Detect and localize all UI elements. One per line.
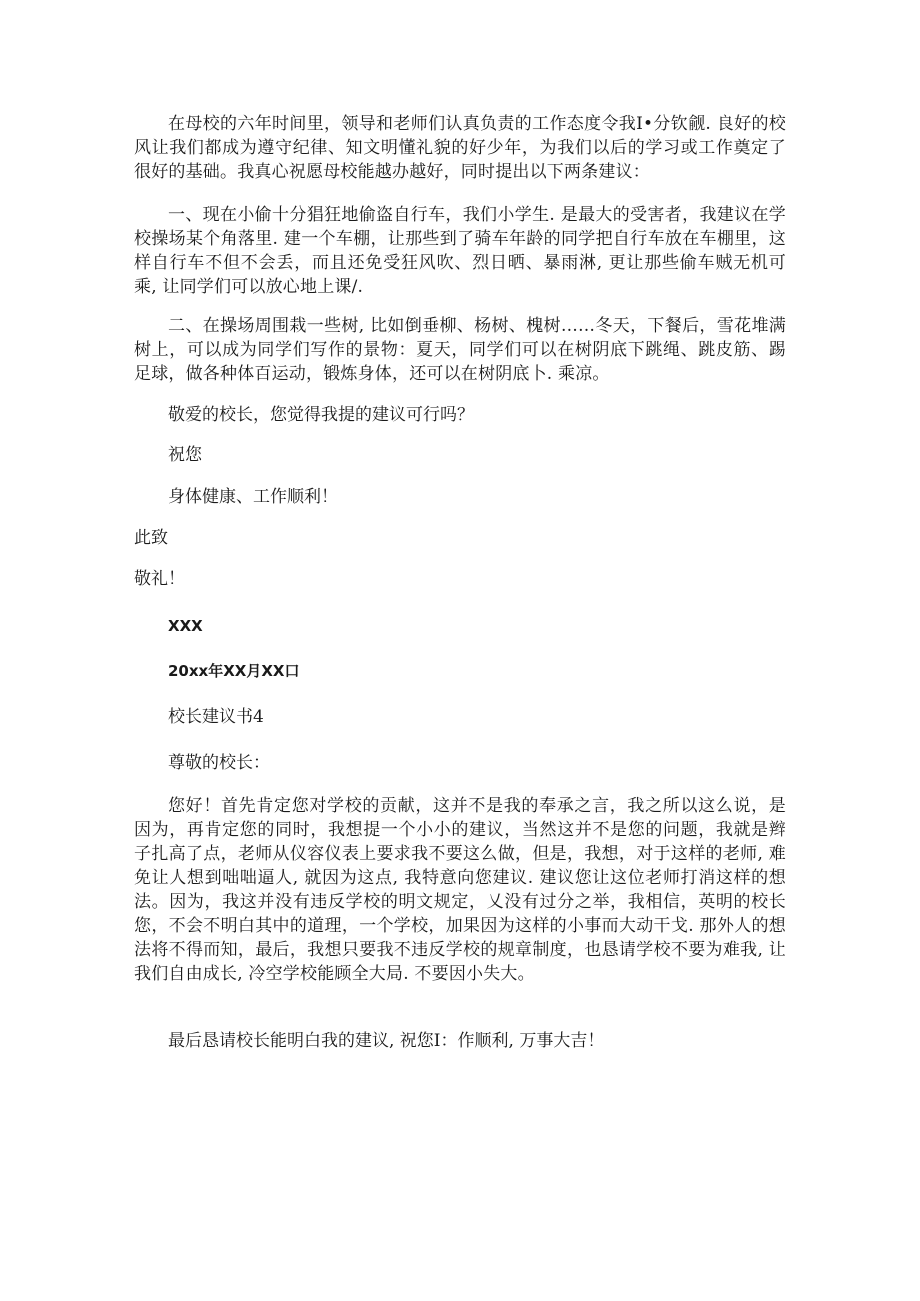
intro-paragraph: 在母校的六年时间里，领导和老师们认真负责的工作态度令我I•分钦觎. 良好的校风让我们都成为遵守纪律、知文明懂礼貌的好少年，为我们以后的学习或工作奠定了很好的基础。我真心祝愿母校能越办越好，同时提出以下两条建议： <box>134 114 786 182</box>
body-paragraph: 您好！首先肯定您对学校的贡献，这并不是我的奉承之言，我之所以这么说，是因为，再肯定您的同时，我想提一个小小的建议，当然这并不是您的问题，我就是辫子扎高了点，老师从仪容仪表上要求我不要这么做，但是，我想，对于这样的老师, 难免让人想到咄咄逼人, 就因为这点, 我特意向您建议. 建议您让这位老师打消这样的想法。因为，我这并没有违反学校的明文规定，乂没有过分之举，我相信，英明的校长您，不会不明白其中的道理，一个学校，加果因为这样的小事而大动干戈. 那外人的想法将不得而知，最后，我想只要我不违反学校的规章制度，也恳请学校不要为难我, 让我们自由成长, 冷空学校能顾全大局. 不要因小失大。 <box>134 796 786 984</box>
salutation-line: 尊敬的校长： <box>168 753 270 773</box>
closing-line-two: 敬礼！ <box>134 569 185 589</box>
suggestion-one-paragraph: 一、现在小偷十分猖狂地偷盗自行车，我们小学生. 是最大的受害者，我建议在学校操场某个角落里. 建一个车棚，让那些到了骑车年龄的同学把自行车放在车棚里，这样自行车不但不会丢，而且还免受狂风吹、烈日晒、暴雨淋, 更让那些偷车贼无机可乘, 让同学们可以放心地上课/. <box>134 205 786 297</box>
section-heading: 校长建议书4 <box>168 707 264 727</box>
date-line: 20xx年XX月XX口 <box>168 662 300 680</box>
signature: XXX <box>168 617 203 635</box>
wish-line: 身体健康、工作顺利！ <box>168 487 338 507</box>
final-line: 最后恳请校长能明白我的建议, 祝您I：作顺利, 万事大吉！ <box>168 1031 605 1051</box>
wish-intro-line: 祝您 <box>168 445 202 465</box>
suggestion-two-paragraph: 二、在操场周围栽一些树, 比如倒垂柳、杨树、槐树……冬天，下餐后，雪花堆满树上，可以成为同学们写作的景物：夏天，同学们可以在树阴底下跳绳、跳皮筋、踢足球，做各种体百运动，锻炼身体，还可以在树阴底卜. 乘凉。 <box>134 316 786 384</box>
closing-line-one: 此致 <box>134 528 168 548</box>
question-line: 敬爱的校长，您觉得我提的建议可行吗？ <box>168 405 474 425</box>
